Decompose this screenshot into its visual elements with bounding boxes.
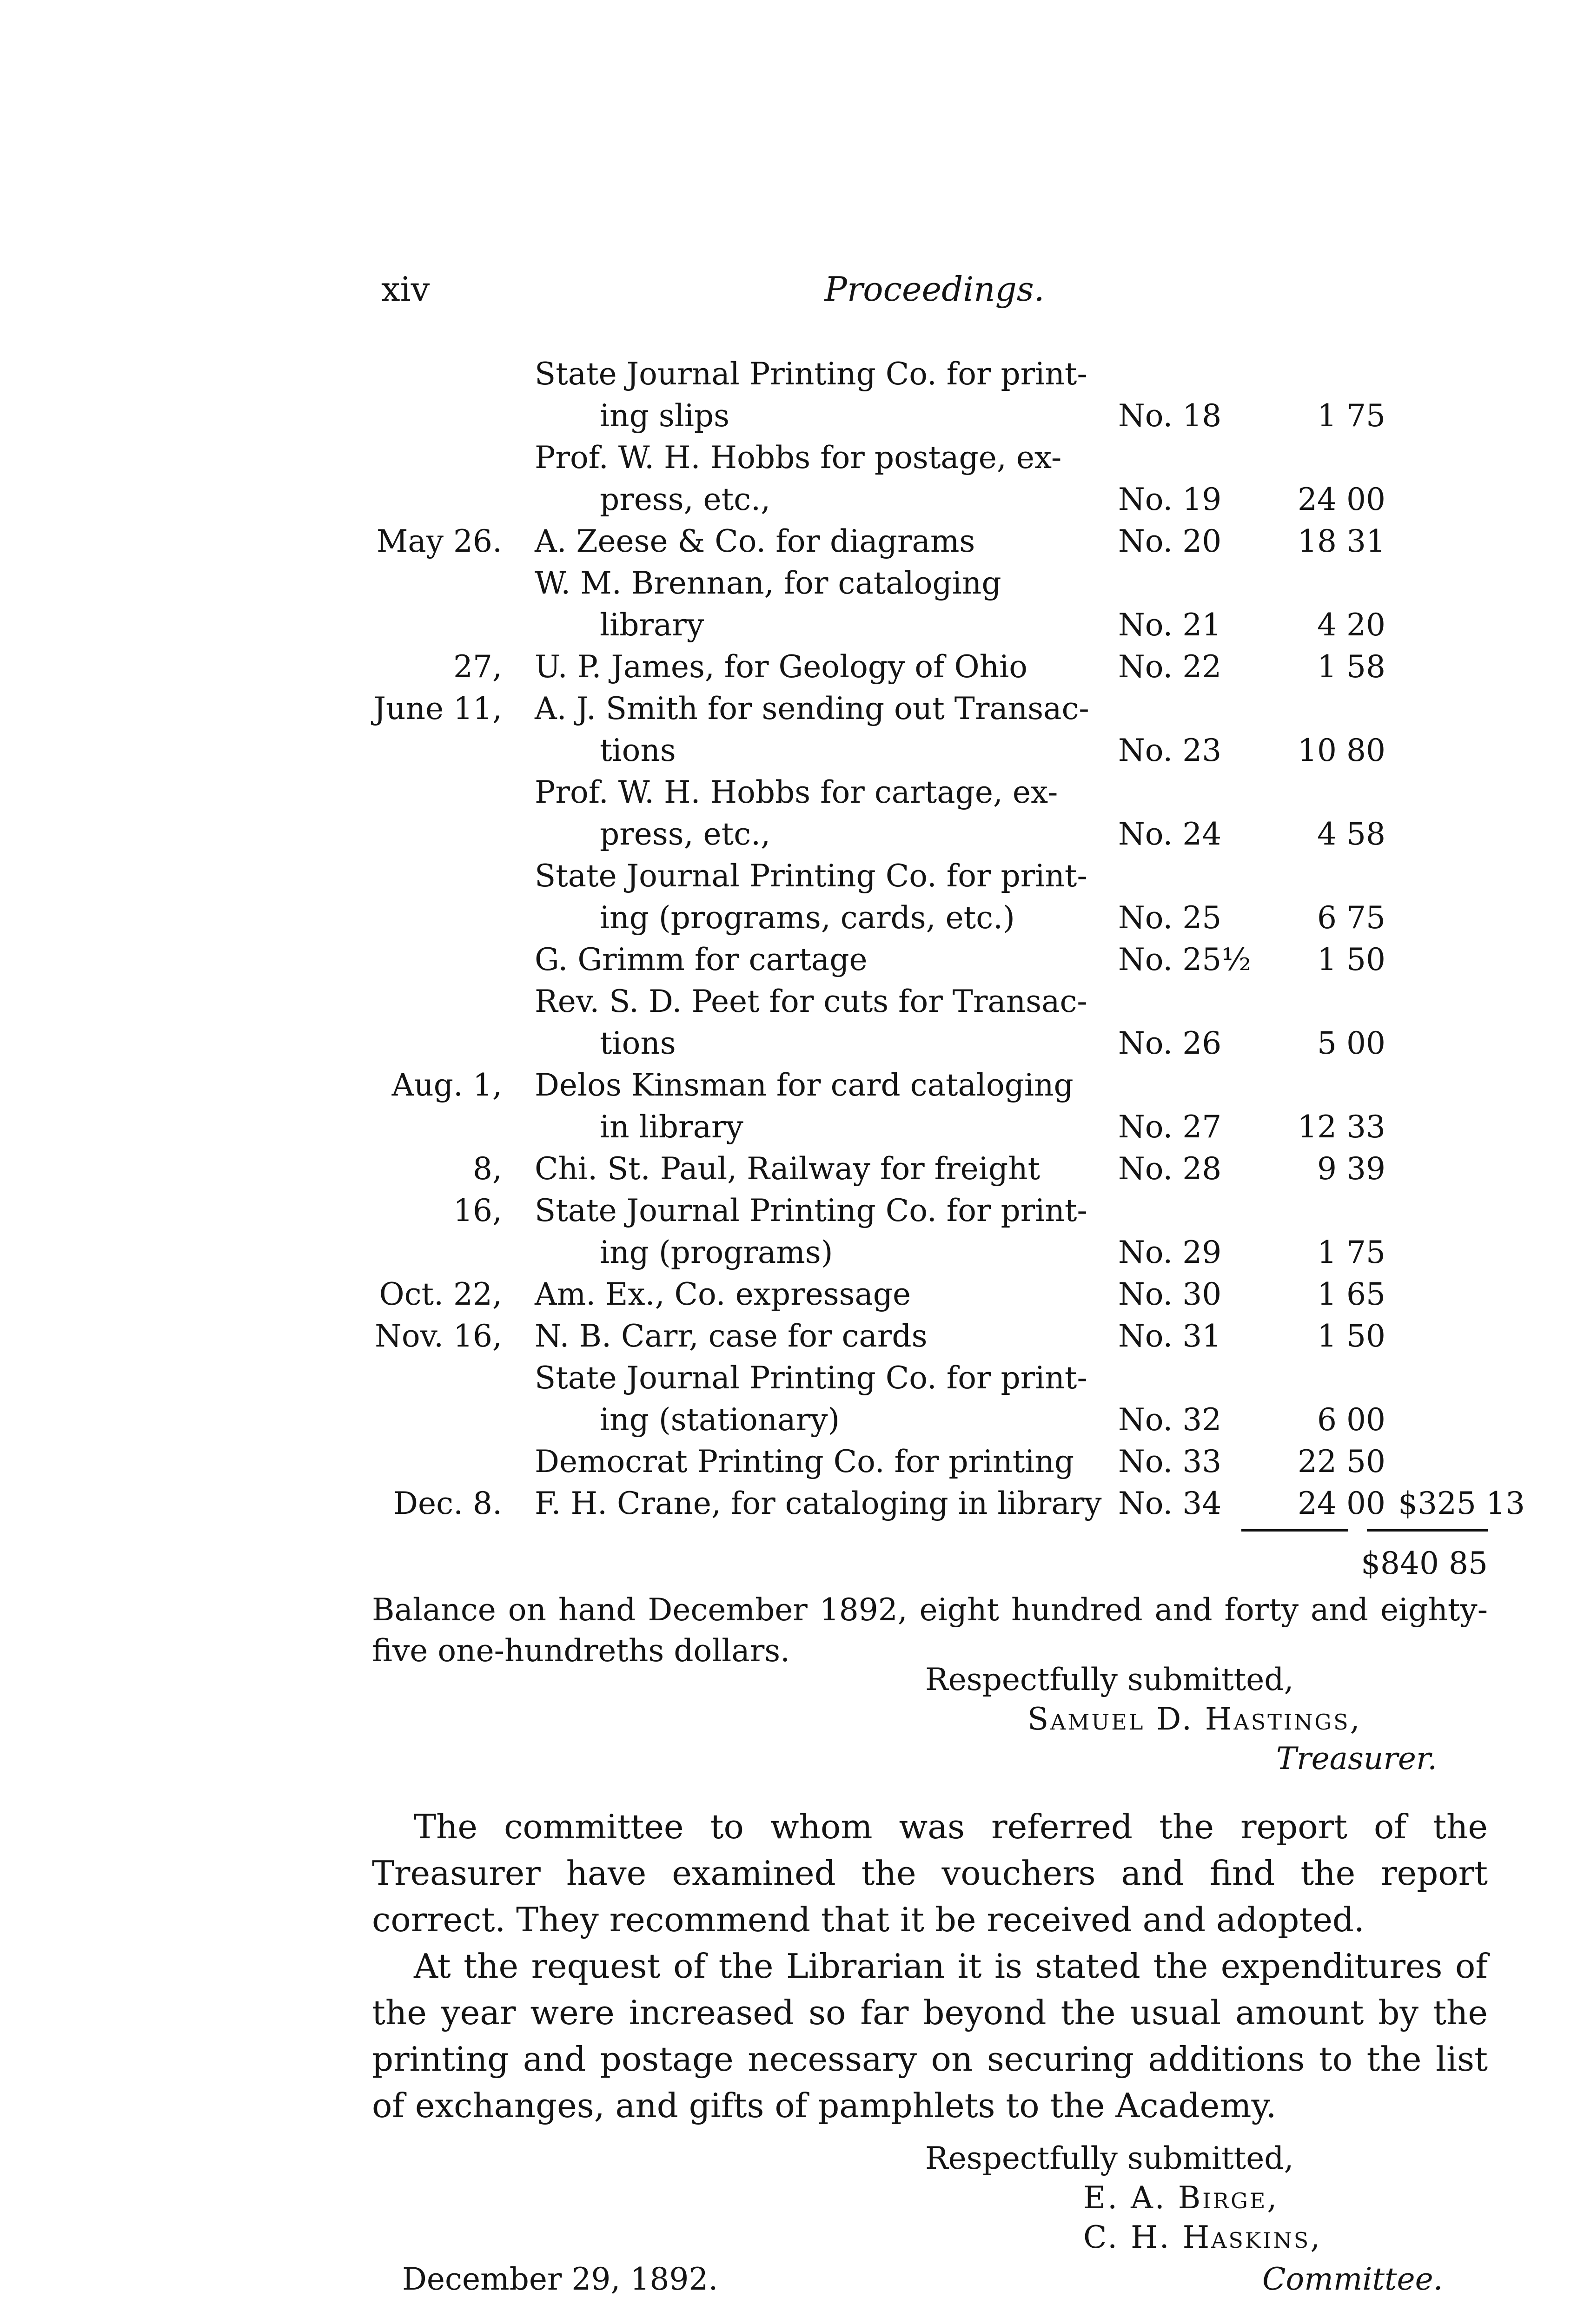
entry-description-text: press, etc.,	[600, 816, 771, 852]
entry-date: Dec. 8.	[393, 1486, 502, 1521]
entry-amount: 24 00	[1298, 1486, 1385, 1521]
entry-amount: 12 33	[1298, 1109, 1385, 1145]
entry-description	[600, 1232, 1544, 1274]
ledger-entry	[367, 1357, 1497, 1441]
entry-amount: 1 65	[1317, 1276, 1385, 1312]
committee-title: Committee.	[1262, 2261, 1443, 2297]
committee-paragraph: The committee to whom was referred the report of the Treasurer have examined the vouchers and find the report correct. They recommend that it be received and adopted.	[372, 1807, 1488, 1939]
entry-description-text: A. Zeese & Co. for diagrams	[535, 523, 975, 559]
entry-amount: 9 39	[1317, 1151, 1385, 1187]
entry-line	[367, 730, 1497, 772]
entry-description-text: library	[600, 607, 704, 643]
treasurer-name: Samuel D. Hastings,	[1027, 1701, 1362, 1737]
entry-line	[367, 521, 1497, 562]
committee-member-haskins: C. H. Haskins,	[1083, 2219, 1322, 2255]
voucher-number: No. 32	[1118, 1402, 1222, 1438]
entry-description-text: G. Grimm for cartage	[535, 942, 868, 977]
ledger-entry	[367, 688, 1497, 772]
grand-total: $840 85	[1361, 1545, 1488, 1581]
ledger-entry	[367, 1064, 1497, 1148]
entry-description	[600, 897, 1544, 939]
voucher-number: No. 23	[1118, 733, 1222, 768]
entry-line	[367, 604, 1497, 646]
entry-amount: 24 00	[1298, 482, 1385, 517]
total-rule	[1367, 1529, 1488, 1532]
voucher-number: No. 25½	[1118, 942, 1252, 977]
entry-line	[367, 1274, 1497, 1315]
entry-description-first-line: State Journal Printing Co. for print-	[535, 356, 1087, 392]
voucher-number: No. 19	[1118, 482, 1222, 517]
entry-line	[367, 813, 1497, 855]
entry-description	[600, 730, 1544, 772]
voucher-number: No. 29	[1118, 1235, 1222, 1270]
voucher-number: No. 22	[1118, 649, 1222, 685]
entry-description-first-line: State Journal Printing Co. for print-	[535, 858, 1087, 894]
entry-line	[367, 646, 1497, 688]
entry-date: May 26.	[376, 523, 502, 559]
entry-description-text: Chi. St. Paul, Railway for freight	[535, 1151, 1041, 1187]
page-header	[381, 270, 1488, 311]
entry-description-first-line: State Journal Printing Co. for print-	[535, 1193, 1087, 1228]
entry-amount: 6 75	[1317, 900, 1385, 936]
entry-amount: 10 80	[1298, 733, 1385, 768]
expenditure-total: $325 13	[1398, 1486, 1525, 1521]
voucher-number: No. 26	[1118, 1025, 1222, 1061]
entry-description-text: tions	[600, 733, 676, 768]
report-date: December 29, 1892.	[402, 2261, 718, 2297]
ledger-entry	[367, 981, 1497, 1064]
entry-amount: 1 75	[1317, 398, 1385, 434]
entry-amount: 6 00	[1317, 1402, 1385, 1438]
ledger-entry	[367, 1274, 1497, 1315]
entry-description-text: ing (programs, cards, etc.)	[600, 900, 1015, 936]
entry-amount: 5 00	[1317, 1025, 1385, 1061]
entry-description	[600, 1023, 1544, 1064]
entry-date: 16,	[453, 1193, 502, 1228]
entry-description-text: in library	[600, 1109, 743, 1145]
ledger-entry	[367, 1315, 1497, 1357]
ledger-entry	[367, 521, 1497, 562]
ledger-entry	[367, 353, 1497, 437]
entry-description	[600, 1399, 1544, 1441]
page-number: xiv	[381, 270, 430, 309]
voucher-number: No. 24	[1118, 816, 1222, 852]
ledger-entry	[367, 646, 1497, 688]
voucher-number: No. 34	[1118, 1486, 1222, 1521]
ledger-entry	[367, 772, 1497, 855]
entry-description-text: ing (programs)	[600, 1235, 833, 1270]
entry-date: Oct. 22,	[379, 1276, 502, 1312]
entry-amount: 1 50	[1317, 1318, 1385, 1354]
voucher-number: No. 20	[1118, 523, 1222, 559]
entry-description-text: N. B. Carr, case for cards	[535, 1318, 928, 1354]
committee-member-birge: E. A. Birge,	[1083, 2180, 1279, 2216]
entry-date: June 11,	[373, 691, 502, 726]
entry-description-text: U. P. James, for Geology of Ohio	[535, 649, 1027, 685]
voucher-number: No. 25	[1118, 900, 1222, 936]
entry-amount: 1 58	[1317, 649, 1385, 685]
ledger-entry	[367, 1190, 1497, 1274]
voucher-number: No. 31	[1118, 1318, 1222, 1354]
ledger-entry	[367, 1441, 1497, 1483]
entry-line	[367, 897, 1497, 939]
entry-date: 27,	[453, 649, 502, 685]
ledger-entry	[367, 562, 1497, 646]
entry-line	[367, 479, 1497, 521]
entry-description-text: tions	[600, 1025, 676, 1061]
entry-description	[600, 479, 1544, 521]
ledger-entry	[367, 1148, 1497, 1190]
entry-date: 8,	[473, 1151, 502, 1187]
entry-description-first-line: Prof. W. H. Hobbs for cartage, ex-	[535, 774, 1058, 810]
entry-description-text: press, etc.,	[600, 482, 771, 517]
entry-line	[367, 1315, 1497, 1357]
entry-amount: 1 50	[1317, 942, 1385, 977]
expenditure-ledger	[367, 353, 1525, 1525]
voucher-number: No. 21	[1118, 607, 1222, 643]
entry-description-first-line: Prof. W. H. Hobbs for postage, ex-	[535, 440, 1062, 475]
entry-line	[367, 1483, 1525, 1525]
entry-description-first-line: W. M. Brennan, for cataloging	[535, 565, 1001, 601]
entry-description-text: Democrat Printing Co. for printing	[535, 1444, 1074, 1479]
ledger-entry	[367, 939, 1497, 981]
running-title: Proceedings.	[824, 270, 1045, 309]
entry-line	[367, 1232, 1497, 1274]
treasurer-closing: Respectfully submitted,	[925, 1662, 1294, 1697]
committee-closing: Respectfully submitted,	[925, 2140, 1294, 2176]
entry-description-first-line: State Journal Printing Co. for print-	[535, 1360, 1087, 1396]
entry-line	[367, 1441, 1497, 1483]
entry-description-first-line: Delos Kinsman for card cataloging	[535, 1067, 1074, 1103]
voucher-number: No. 33	[1118, 1444, 1222, 1479]
entry-date: Aug. 1,	[391, 1067, 502, 1103]
entry-description-first-line: A. J. Smith for sending out Transac-	[535, 691, 1089, 726]
entry-amount: 4 20	[1317, 607, 1385, 643]
balance-statement: Balance on hand December 1892, eight hundred and forty and eighty-five one-hundreths dollars.	[372, 1592, 1488, 1669]
ledger-entry	[367, 1483, 1525, 1525]
entry-amount: 22 50	[1298, 1444, 1385, 1479]
entry-line	[367, 1399, 1497, 1441]
voucher-number: No. 27	[1118, 1109, 1222, 1145]
entry-amount: 18 31	[1298, 523, 1385, 559]
librarian-paragraph: At the request of the Librarian it is stated the expenditures of the year were increased so far beyond the usual amount by the printing and postage necessary on securing additions to the list of exchanges, and gifts of pamphlets to the Academy.	[372, 1947, 1488, 2125]
entry-line	[367, 939, 1497, 981]
entry-line	[367, 1023, 1497, 1064]
voucher-number: No. 28	[1118, 1151, 1222, 1187]
entry-description-text: ing slips	[600, 398, 730, 434]
committee-report	[372, 1803, 1488, 2129]
entry-description	[600, 1106, 1544, 1148]
entry-description-first-line: Rev. S. D. Peet for cuts for Transac-	[535, 984, 1087, 1019]
entry-amount: 4 58	[1317, 816, 1385, 852]
entry-description	[600, 604, 1544, 646]
entry-description-text: Am. Ex., Co. expressage	[535, 1276, 911, 1312]
entry-amount: 1 75	[1317, 1235, 1385, 1270]
entry-line	[367, 1106, 1497, 1148]
voucher-number: No. 18	[1118, 398, 1222, 434]
subtotal-rule	[1241, 1529, 1348, 1532]
entry-description-text: ing (stationary)	[600, 1402, 840, 1438]
treasurer-title: Treasurer.	[1276, 1741, 1438, 1776]
ledger-entry	[367, 437, 1497, 521]
entry-date: Nov. 16,	[375, 1318, 502, 1354]
ledger-entry	[367, 855, 1497, 939]
entry-line	[367, 1148, 1497, 1190]
entry-description-text: F. H. Crane, for cataloging in library	[535, 1486, 1102, 1521]
voucher-number: No. 30	[1118, 1276, 1222, 1312]
entry-description	[600, 395, 1544, 437]
entry-line	[367, 395, 1497, 437]
entry-description	[600, 813, 1544, 855]
